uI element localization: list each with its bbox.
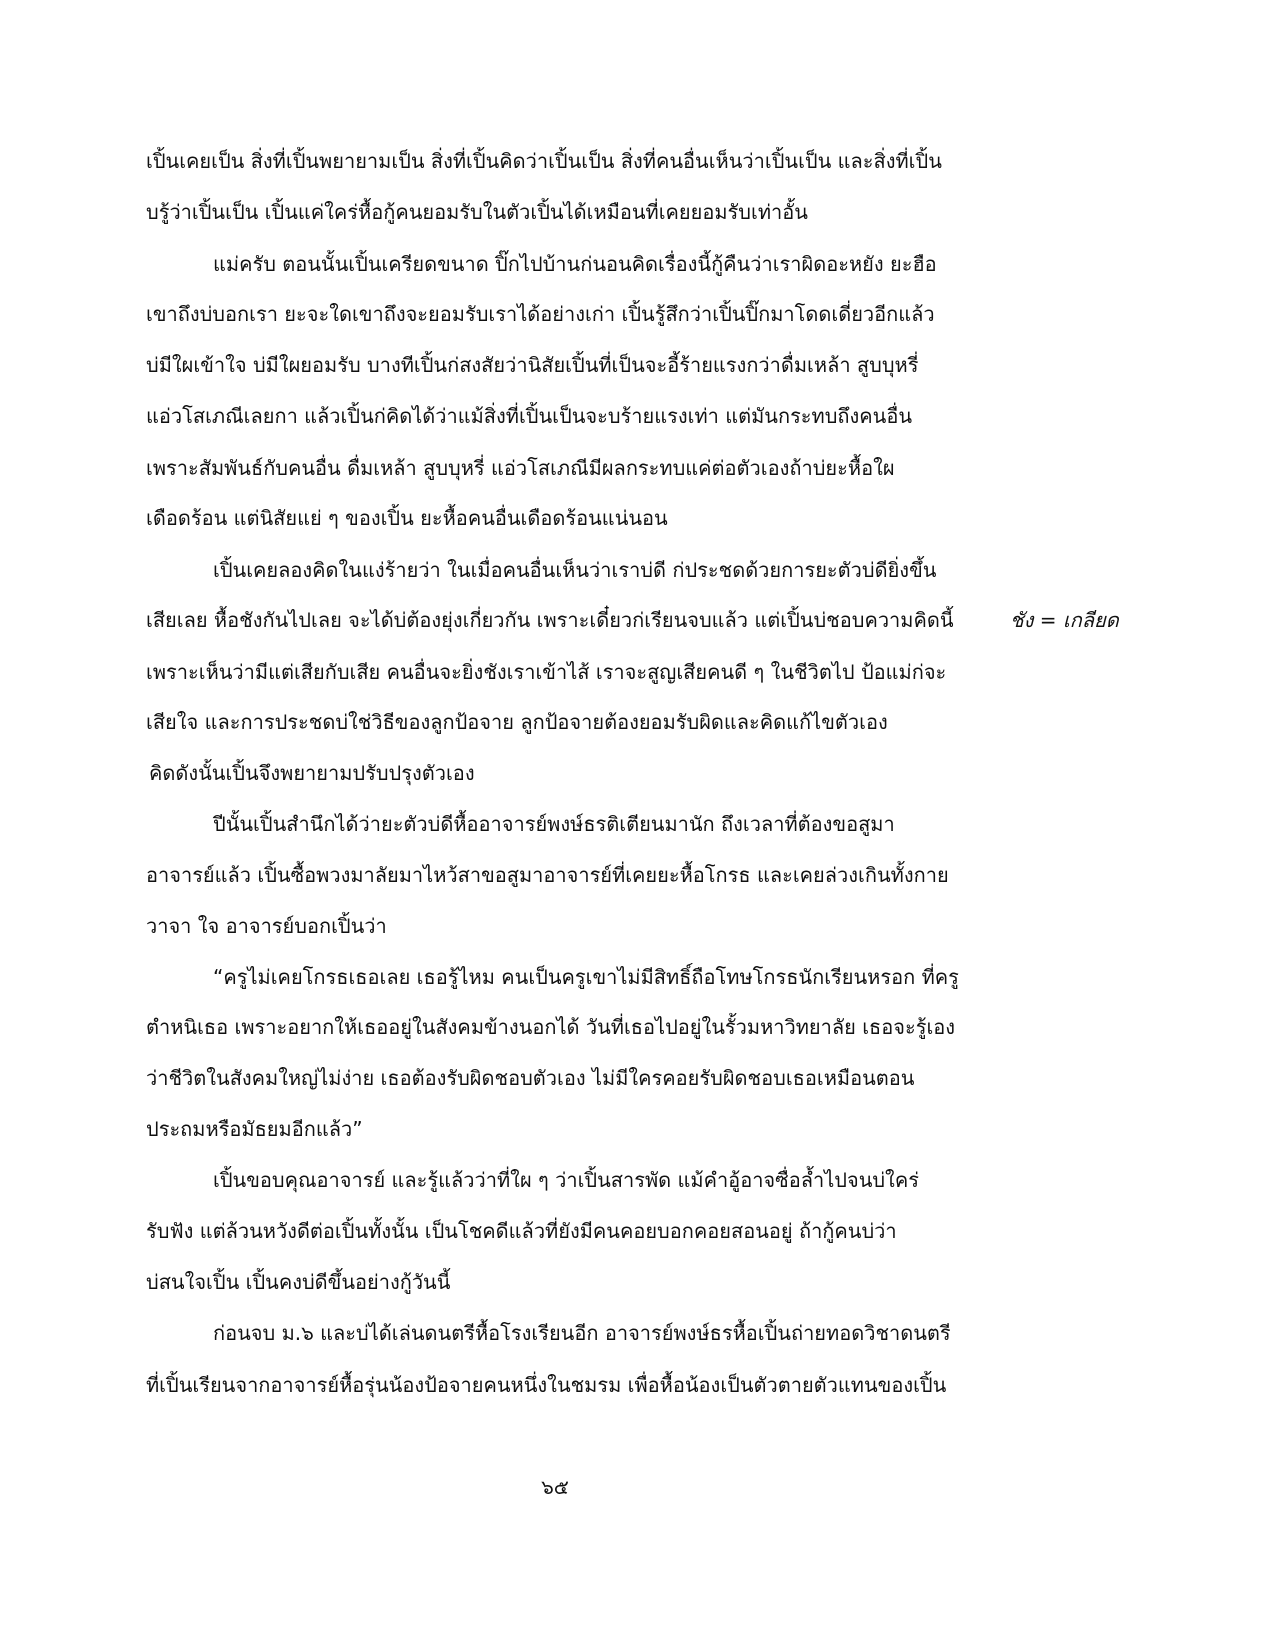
body-line: บ่สนใจเปิ้น เปิ้นคงบ่ดีขึ้นอย่างกู้วันนี้ bbox=[146, 1270, 451, 1294]
body-line: ประถมหรือมัธยมอีกแล้ว” bbox=[146, 1117, 363, 1141]
margin-note: ชัง = เกลียด bbox=[1010, 608, 1119, 632]
body-line: เพราะสัมพันธ์กับคนอื่น ดื่มเหล้า สูบบุหรี่ แอ่วโสเภณีมีผลกระทบแค่ต่อตัวเองถ้าบ่ยะหื้อใผ bbox=[146, 456, 895, 480]
body-line: เปิ้นเคยลองคิดในแง่ร้ายว่า ในเมื่อคนอื่นเห็นว่าเราบ่ดี ก่ประชดด้วยการยะตัวบ่ดียิ่งขึ้น bbox=[213, 558, 937, 582]
body-line: บรู้ว่าเปิ้นเป็น เปิ้นแค่ใคร่หื้อกู้คนยอมรับในตัวเปิ้นได้เหมือนที่เคยยอมรับเท่าอั้น bbox=[146, 200, 808, 224]
body-line: เพราะเห็นว่ามีแต่เสียกับเสีย คนอื่นจะยิ่งชังเราเข้าไส้ เราจะสูญเสียคนดี ๆ ในชีวิตไป ป้อแม่ก่จะ bbox=[146, 660, 947, 684]
body-line: ว่าชีวิตในสังคมใหญ่ไม่ง่าย เธอต้องรับผิดชอบตัวเอง ไม่มีใครคอยรับผิดชอบเธอเหมือนตอน bbox=[146, 1066, 915, 1090]
body-line: เขาถึงบ่บอกเรา ยะจะใดเขาถึงจะยอมรับเราได้อย่างเก่า เปิ้นรู้สึกว่าเปิ้นปิ๊กมาโดดเดี่ยวอีกแล้ว bbox=[146, 302, 935, 326]
body-line: เสียใจ และการประชดบ่ใช่วิธีของลูกป้อจาย ลูกป้อจายต้องยอมรับผิดและคิดแก้ไขตัวเอง bbox=[146, 710, 888, 734]
body-line: เปิ้นเคยเป็น สิ่งที่เปิ้นพยายามเป็น สิ่งที่เปิ้นคิดว่าเปิ้นเป็น สิ่งที่คนอื่นเห็นว่าเปิ้นเป็น และสิ่งที่เปิ้น bbox=[146, 149, 942, 173]
body-line: แม่ครับ ตอนนั้นเปิ้นเครียดขนาด ปิ๊กไปบ้านก่นอนคิดเรื่องนี้กู้คืนว่าเราผิดอะหยัง ยะฮือ bbox=[213, 252, 937, 276]
body-line: ปีนั้นเปิ้นสำนึกได้ว่ายะตัวบ่ดีหื้ออาจารย์พงษ์ธรติเตียนมานัก ถึงเวลาที่ต้องขอสูมา bbox=[213, 812, 895, 836]
body-line: คิดดังนั้นเปิ้นจึงพยายามปรับปรุงตัวเอง bbox=[149, 761, 475, 785]
body-line: เปิ้นขอบคุณอาจารย์ และรู้แล้วว่าที่ใผ ๆ ว่าเปิ้นสารพัด แม้คำอู้อาจซื่อล้ำไปจนบ่ใคร่ bbox=[213, 1168, 919, 1192]
body-line: เสียเลย หื้อชังกันไปเลย จะได้บ่ต้องยุ่งเกี่ยวกัน เพราะเดี๋ยวก่เรียนจบแล้ว แต่เปิ้นบ่ชอบความคิดนี้ bbox=[146, 608, 954, 632]
body-line: บ่มีใผเข้าใจ บ่มีใผยอมรับ บางทีเปิ้นก่สงสัยว่านิสัยเปิ้นที่เป็นจะอี้ร้ายแรงกว่าดื่มเหล้า สูบบุหรี่ bbox=[146, 353, 919, 377]
body-line: เดือดร้อน แต่นิสัยแย่ ๆ ของเปิ้น ยะหื้อคนอื่นเดือดร้อนแน่นอน bbox=[146, 506, 668, 530]
body-line: รับฟัง แต่ล้วนหวังดีต่อเปิ้นทั้งนั้น เป็นโชคดีแล้วที่ยังมีคนคอยบอกคอยสอนอยู่ ถ้ากู้คนบ่ว่า bbox=[146, 1219, 897, 1243]
body-line: ตำหนิเธอ เพราะอยากให้เธออยู่ในสังคมข้างนอกได้ วันที่เธอไปอยู่ในรั้วมหาวิทยาลัย เธอจะรู้เอง bbox=[146, 1015, 956, 1039]
body-line: “ครูไม่เคยโกรธเธอเลย เธอรู้ไหม คนเป็นครูเขาไม่มีสิทธิ์ถือโทษโกรธนักเรียนหรอก ที่ครู bbox=[213, 965, 959, 989]
body-line: แอ่วโสเภณีเลยกา แล้วเปิ้นก่คิดได้ว่าแม้สิ่งที่เปิ้นเป็นจะบร้ายแรงเท่า แต่มันกระทบถึงคนอื่น bbox=[146, 404, 913, 428]
body-line: วาจา ใจ อาจารย์บอกเปิ้นว่า bbox=[146, 914, 387, 938]
body-line: ที่เปิ้นเรียนจากอาจารย์หื้อรุ่นน้องป้อจายคนหนึ่งในชมรม เพื่อหื้อน้องเป็นตัวตายตัวแทนของเปิ้น bbox=[146, 1373, 947, 1397]
page-number: ๖๕ bbox=[541, 1475, 569, 1499]
body-line: อาจารย์แล้ว เปิ้นซื้อพวงมาลัยมาไหว้สาขอสูมาอาจารย์ที่เคยยะหื้อโกรธ และเคยล่วงเกินทั้งกาย bbox=[146, 863, 949, 887]
body-line: ก่อนจบ ม.๖ และบ่ได้เล่นดนตรีหื้อโรงเรียนอีก อาจารย์พงษ์ธรหื้อเปิ้นถ่ายทอดวิชาดนตรี bbox=[213, 1321, 951, 1345]
